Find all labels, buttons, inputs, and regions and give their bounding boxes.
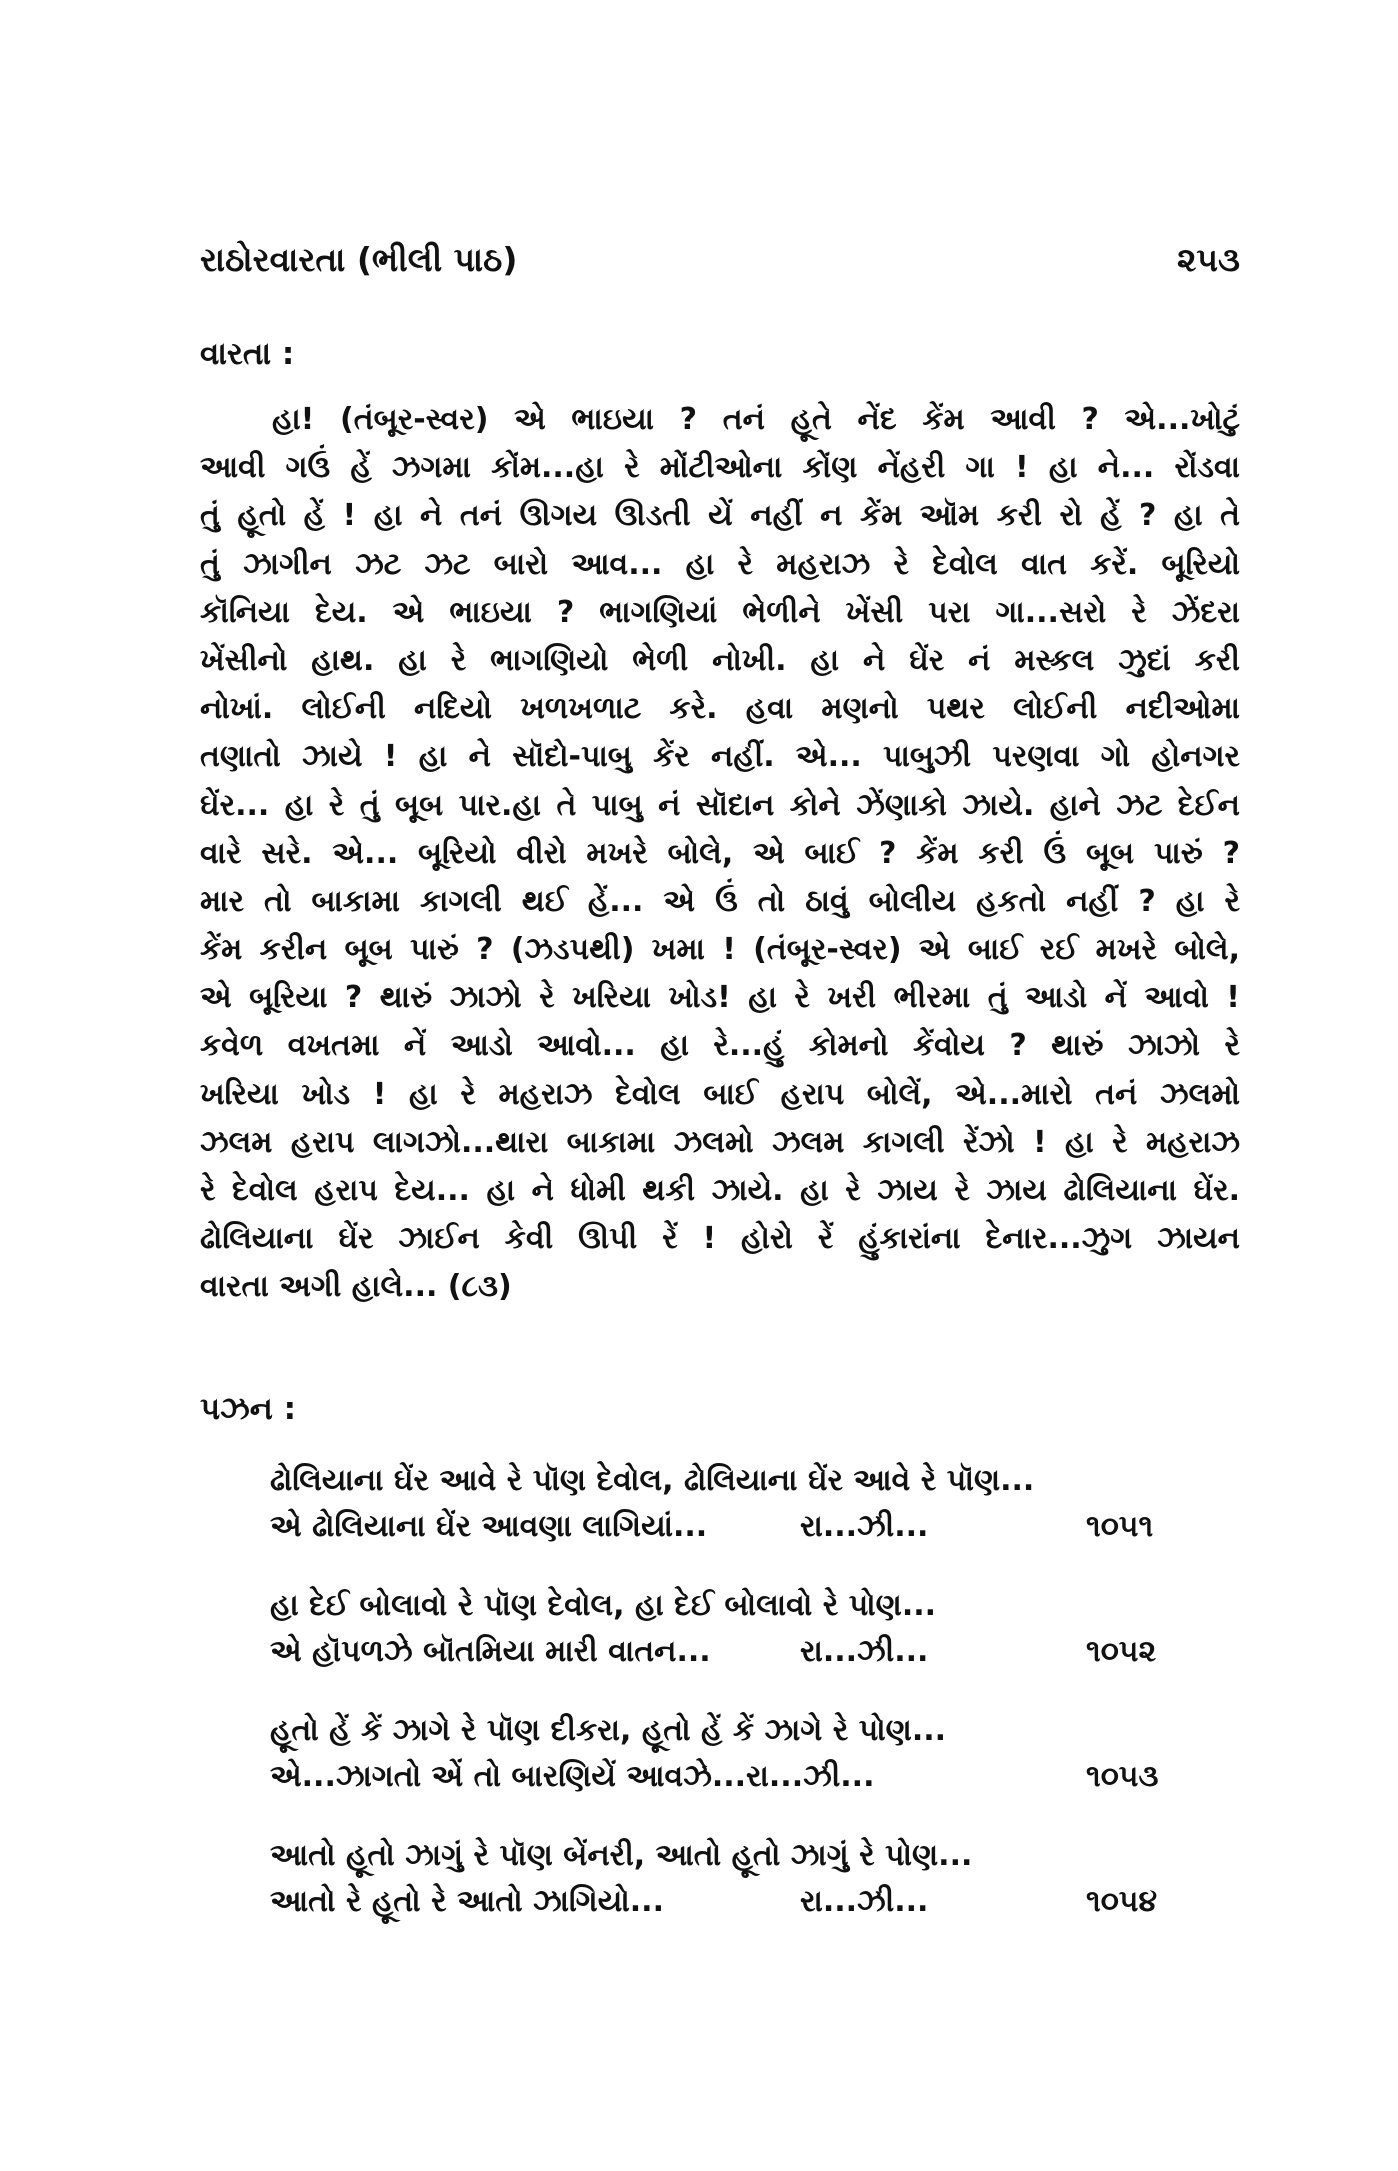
prose-line: વારે સરે. એ... બૂરિયો વીરો મખરે બોલે, એ બાઈ ? કેંમ કરી ઉં બૂબ પારું ? [200, 835, 1240, 871]
verse-number: ૧૦૫૨ [1086, 1634, 1157, 1669]
page-header [200, 230, 1240, 290]
verse-text: એ હૉપળઝે બૉતમિયા મારી વાતન... [270, 1634, 711, 1669]
prose-line: આવી ગઉં હેં ઝગમા કોંમ...હા રે મોંટીઓના કોંણ નેંહરી ગા ! હા ને... રોંડવા [200, 450, 1240, 486]
verse-number: ૧૦૫૪ [1086, 1884, 1158, 1919]
prose-line: ખેંસીનો હાથ. હા રે ભાગણિયો ભેળી નોખી. હા ને ઘેંર નં મસ્કલ ઝુદાં કરી [200, 642, 1240, 678]
verse-line-2 [270, 1754, 1170, 1800]
verse-block [270, 1458, 1170, 1958]
prose-line: ઝલમ હરાપ લાગઝો...થારા બાકામા ઝલમો ઝલમ કાગલી રેંઝો ! હા રે મહરાઝ [200, 1124, 1240, 1160]
prose-line: નોખાં. લોઈની નદિયો ખળખળાટ કરે. હવા મણનો પથર લોઈની નદીઓમા [200, 691, 1240, 727]
prose-line: ખરિયા ખોડ ! હા રે મહરાઝ દેવોલ બાઈ હરાપ બોલેં, એ...મારો તનં ઝલમો [200, 1076, 1240, 1112]
prose-line: કૉનિયા દેય. એ ભાઇયા ? ભાગણિયાં ભેળીને ખેંસી પરા ગા...સરો રે ઝેંદરા [200, 594, 1240, 630]
prose-line: માર તો બાકામા કાગલી થઈ હેં... એ ઉં તો ઠાવું બોલીય હકતો નહીં ? હા રે [200, 883, 1240, 919]
prose-line: એ બૂરિયા ? થારું ઝાઝો રે ખરિયા ખોડ! હા રે ખરી ભીરમા તું આડો નેં આવો ! [200, 980, 1240, 1016]
verse-line-2 [270, 1504, 1170, 1550]
prose-line: તણાતો ઝાયે ! હા ને સૉદો-પાબુ કેંર નહીં. એ... પાબુઝી પરણવા ગો હોનગર [200, 739, 1240, 775]
verse [270, 1833, 1170, 1925]
verse-text: એ ઢોલિયાના ઘેંર આવણા લાગિયાં... [270, 1509, 708, 1544]
verse-text: એ...ઝાગતો એં તો બારણિયેં આવઝે...રા...ઝી... [270, 1759, 875, 1794]
verse-text: ઢોલિયાના ઘેંર આવે રે પૉણ દેવોલ, ઢોલિયાના ઘેંર આવે રે પૉણ... [270, 1463, 1035, 1498]
prose-line: ઢોલિયાના ઘેંર ઝાઈન કેવી ઊપી રેં ! હોરો રેં હુંકારાંના દેનાર...ઝુગ ઝાયન [200, 1221, 1240, 1257]
verse-line-1 [270, 1833, 1170, 1879]
prose-line: કવેળ વખતમા નેં આડો આવો... હા રે...હું કોમનો કેંવોય ? થારું ઝાઝો રે [200, 1028, 1240, 1064]
section-heading-varta: વારતા : [200, 336, 295, 372]
prose-line: હા! (તંબૂર-સ્વર) એ ભાઇયા ? તનં હૂતે નેંદ કેંમ આવી ? એ...ખોટું [272, 402, 1240, 437]
prose-line: વારતા અગી હાલે... (૮૩) [200, 1269, 512, 1305]
verse-text: આતો રે હૂતો રે આતો ઝાગિયો... [270, 1884, 664, 1919]
verse [270, 1583, 1170, 1675]
verse-line-1 [270, 1583, 1170, 1629]
verse-number: ૧૦૫૧ [1086, 1509, 1154, 1544]
verse-line-2 [270, 1629, 1170, 1675]
running-title: રાઠોરવારતા (ભીલી પાઠ) [200, 240, 518, 279]
verse-refrain: રા...ઝી... [800, 1884, 929, 1919]
verse-refrain: રા...ઝી... [800, 1634, 929, 1669]
verse-number: ૧૦૫૩ [1086, 1759, 1159, 1794]
prose-block [200, 396, 1240, 1312]
verse-line-1 [270, 1458, 1170, 1504]
verse [270, 1458, 1170, 1550]
page-number: ૨૫૩ [1176, 240, 1240, 279]
verse-text: હા દેઈ બોલાવો રે પૉણ દેવોલ, હા દેઈ બોલાવો રે પોણ... [270, 1588, 937, 1623]
prose-line: રે દેવોલ હરાપ દેય... હા ને ધોમી થકી ઝાયે. હા રે ઝાય રે ઝાય ઢોલિયાના ઘેંર. [200, 1173, 1240, 1208]
prose-line: કેંમ કરીન બૂબ પારું ? (ઝડપથી) ખમા ! (તંબૂર-સ્વર) એ બાઈ રઈ મખરે બોલે, [200, 932, 1240, 968]
verse-line-2 [270, 1879, 1170, 1925]
prose-line: તું હૂતો હેં ! હા ને તનં ઊગય ઊડતી યેં નહીં ન કેંમ ઑમ કરી રો હેં ? હા તે [200, 498, 1240, 534]
prose-line: તું ઝાગીન ઝટ ઝટ બારો આવ... હા રે મહરાઝ રે દેવોલ વાત કરેં. બૂરિયો [200, 546, 1240, 582]
verse-text: આતો હૂતો ઝાગું રે પૉણ બેંનરી, આતો હૂતો ઝાગું રે પોણ... [270, 1838, 973, 1873]
prose-line: ઘેંર... હા રે તું બૂબ પાર.હા તે પાબુ નં સૉદાન કોને ઝેંણાકો ઝાયે. હાને ઝટ દેઈન [200, 787, 1240, 823]
section-heading-pajan: પઝન : [200, 1391, 296, 1427]
verse [270, 1708, 1170, 1800]
verse-refrain: રા...ઝી... [800, 1509, 929, 1544]
verse-text: હૂતો હેં કેં ઝાગે રે પૉણ દીકરા, હૂતો હેં કેં ઝાગે રે પોણ... [270, 1713, 947, 1748]
verse-line-1 [270, 1708, 1170, 1754]
